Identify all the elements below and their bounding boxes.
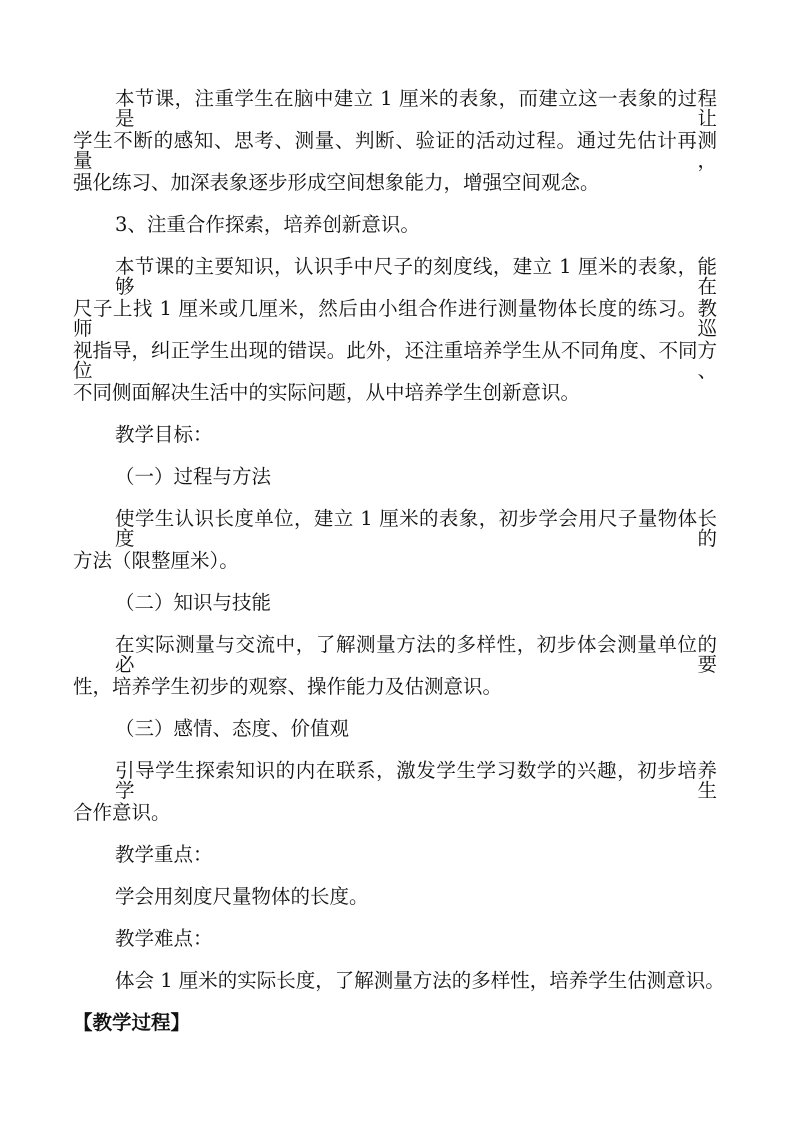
- paragraph-1-line-2: 学生不断的感知、思考、测量、判断、验证的活动过程。通过先估计再测量，: [73, 129, 717, 172]
- goal-3-heading: （三）感情、态度、价值观: [115, 717, 350, 740]
- goal-3-text-line-2: 合作意识。: [73, 801, 171, 824]
- paragraph-2-line-4: 不同侧面解决生活中的实际问题，从中培养学生创新意识。: [73, 381, 581, 404]
- goal-2-text-line-2: 性，培养学生初步的观察、操作能力及估测意识。: [73, 675, 503, 698]
- paragraph-1-line-3: 强化练习、加深表象逐步形成空间想象能力，增强空间观念。: [73, 171, 600, 194]
- difficult-points-text: 体会 1 厘米的实际长度，了解测量方法的多样性，培养学生估测意识。: [115, 969, 725, 992]
- teaching-goals-label: 教学目标：: [115, 423, 213, 446]
- goal-2-heading: （二）知识与技能: [115, 591, 272, 614]
- difficult-points-label: 教学难点：: [115, 927, 213, 950]
- teaching-process-heading: 【教学过程】: [73, 1011, 191, 1034]
- paragraph-2-line-3: 视指导，纠正学生出现的错误。此外，还注重培养学生从不同角度、不同方位、: [73, 339, 717, 382]
- paragraph-2-line-1: 本节课的主要知识，认识手中尺子的刻度线，建立 1 厘米的表象，能够在: [115, 255, 717, 298]
- goal-2-text-line-1: 在实际测量与交流中，了解测量方法的多样性，初步体会测量单位的必要: [115, 633, 717, 676]
- key-points-text: 学会用刻度尺量物体的长度。: [115, 885, 369, 908]
- paragraph-1-line-1: 本节课，注重学生在脑中建立 1 厘米的表象，而建立这一表象的过程是让: [115, 87, 717, 130]
- goal-1-heading: （一）过程与方法: [115, 465, 272, 488]
- goal-1-text-line-2: 方法（限整厘米）。: [73, 549, 239, 572]
- paragraph-2-line-2: 尺子上找 1 厘米或几厘米，然后由小组合作进行测量物体长度的练习。教师巡: [73, 297, 717, 340]
- goal-3-text-line-1: 引导学生探索知识的内在联系，激发学生学习数学的兴趣，初步培养学生: [115, 759, 717, 802]
- section-3-heading: 3、注重合作探索，培养创新意识。: [115, 213, 420, 236]
- goal-1-text-line-1: 使学生认识长度单位，建立 1 厘米的表象，初步学会用尺子量物体长度的: [115, 507, 717, 550]
- key-points-label: 教学重点：: [115, 843, 213, 866]
